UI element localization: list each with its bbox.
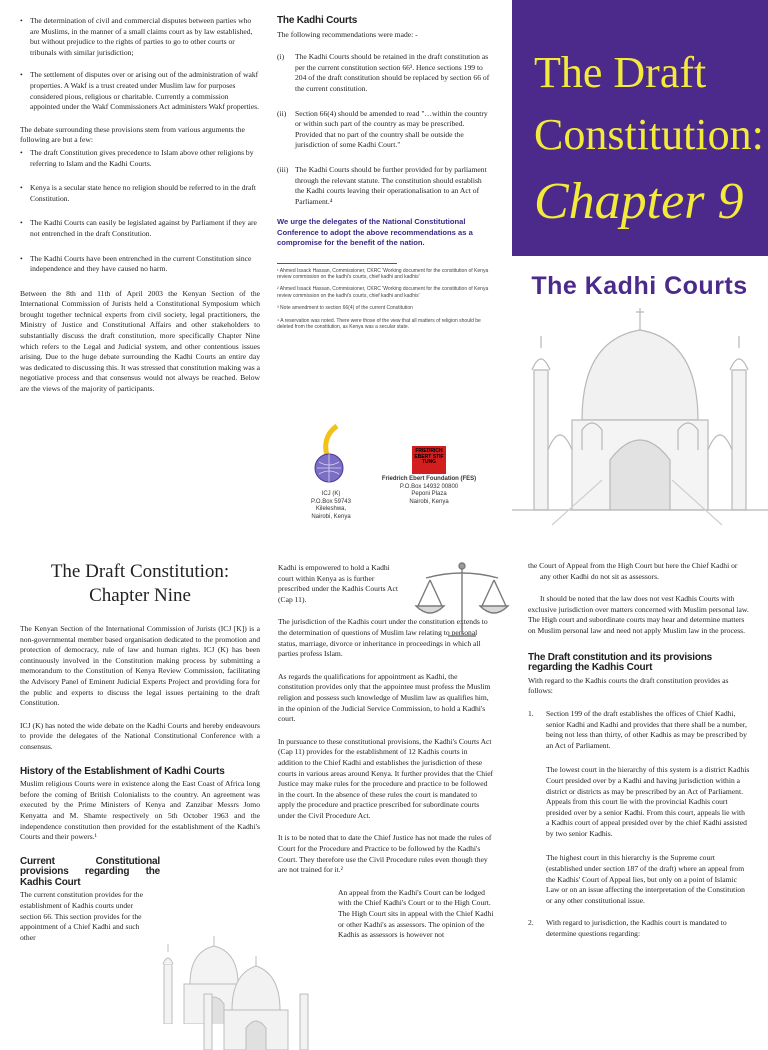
list-text: The lowest court in the hierarchy of this system is a district Kadhis Court presided over by a Kadhi and having jurisdiction within a district or districts as may be prescribed by an Act of Parliament. Appeals from this court lie with the provincial Kadhis court presided over by a senior Kadhi. From this court, appeals lie with a Kadhis court of appeal presided over by the chief Kadhi assisted by two senior Kadhis. [546,765,750,838]
footnote-divider [277,263,397,264]
list-number: 2. [528,918,534,928]
fes-logo-block [378,446,480,506]
top-middle-column [277,16,492,330]
list-number: (i) [277,52,285,62]
cover-title-line3: Chapter 9 [534,173,744,230]
scales-of-justice-icon [412,560,512,644]
list-item [528,709,750,907]
list-number: 1. [528,708,534,718]
list-text: Section 199 of the draft establishes the offices of Chief Kadhi, senior Kadhi and Kadhi and provides that there shall be a number, being not less than thirty, of other Kadhis as may be prescribed by an Act of Parliament. [546,708,747,750]
draft-provisions-heading: The Draft constitution and its provisions regarding the Kadhis Court [528,651,713,674]
list-item: • Kenya is a secular state hence no religion should be referred to in the draft Constitution. [30,183,260,204]
symposium-paragraph: Between the 8th and 11th of April 2003 the Kenyan Section of the International Commission of Jurists held a Constitutional Symposium which brought together technical experts from civil society, legal practitioners, the Ministry of Justice and Constitutional Affairs and other stakeholders to substantially discuss the draft constitution, more specifically Chapter Nine which refers to the Legal and Judicial system, and other contentious issues arising. Due to the huge debate surrounding the Kadhi Courts an entire day was dedicated to discussing this. It was stressed that constitution making was a negotiative process and that consensus would not always be reached. Below are the views of the majority of participants. [20,288,260,394]
qualifications-paragraph: As regards the qualifications for appointment as Kadhi, the constitution provides only that the appointee must profess the Muslim religion and possess such knowledge of Muslim law as qualifies him, in the opinion of the Judicial Service Commission, to hold a Kadhi's court. [278,671,491,724]
recommendations-list [277,52,492,207]
mosque-illustration [512,300,768,530]
fes-logo-icon: FRIEDRICH EBERT STIFTUNG [412,446,446,474]
arguments-list [20,148,260,275]
list-item: • The Kadhi Courts can easily be legislated against by Parliament if they are not entrenched in the draft Constitution. [30,218,260,239]
history-paragraph: Muslim religious Courts were in existence along the East Coast of Africa long before the coming of British Colonialists to the country. An agreement was executed by the Prime Ministers of Kenya and Zanzibar Messrs Jomo Kenyatta and M. Shamte respectively on 5th October 1963 and the independence constitution then provided for the establishment of the Kadhi's Courts and their powers.¹ [20,779,260,842]
cover-title-line2: Constitution: [534,110,764,159]
list-item [277,52,492,94]
fes-box: P.O.Box 14932 00800 [399,483,459,490]
list-number: (iii) [277,164,289,174]
fes-area: Peponi Plaza [411,491,447,498]
cover-title-line1: The Draft [534,48,707,97]
footnote: ¹ Ahmed Issack Hassan, Commissioner, CKRC 'Working document for the constitution of Kenya review commission on the kadhi's courts, chief kadhi and kadhis' [277,267,489,280]
list-text: The Kadhi Courts should be retained in the draft constitution as per the current constitution section 66³. Hence sections 199 to 204 of the draft constitution should be replaced by section 66 of the current constitution. [295,52,490,93]
mosque-illustration-bottom [196,950,316,1050]
list-item: • The draft Constitution gives precedence to Islam above other religions by referring to Islam and the Kadhi Courts. [30,148,260,169]
debate-intro: The debate surrounding these provisions stem from various arguments the following are but a few: [20,124,245,145]
icj-logo-icon [307,424,355,486]
bottom-left-column [20,560,260,953]
bottom-right-column [528,561,750,952]
kadhi-empowered-paragraph: Kadhi is empowered to hold a Kadhi court within Kenya as is further prescribed under the Kadhis Courts Act (Cap 11). [278,563,398,604]
icj-area: Kileleshwa, [315,506,347,513]
list-text: Section 66(4) should be amended to read "…within the country or within such part of the country as may be prescribed. Provided that no part of the country shall be outside the jurisdiction of some Kadhi Court." [295,108,488,150]
jurisdiction-paragraph: The jurisdiction of the Kadhis court under the constitution extends to the determination of questions of Muslim law relating to personal status, marriage, divorce or inheritance in proceedings in which all parties profess Islam. [278,617,488,659]
exclusive-jurisdiction-paragraph: It should be noted that the law does not vest Kadhis Courts with exclusive jurisdiction over matters concerned with Muslim personal law. The High court and subordinate courts may hear and determine matters on Muslim personal law and need not apply Muslim law in the process. [528,594,749,635]
footnote: ⁴ A reservation was noted. There were those of the view that all matters of religion should be deleted from the constitution, as Kenya was a secular state. [277,317,481,330]
list-number: (ii) [277,108,287,118]
section-title [20,560,260,608]
list-text: The Kadhi Courts should be further provided for by parliament through the relevant statute. The constitution should establish the Kadhi courts leaving their operationalisation to an Act of Parliament.⁴ [295,164,487,206]
draft-provisions-intro: With regard to the Kadhis courts the draft constitution provides as follows: [528,675,729,696]
current-provisions-paragraph: The current constitution provides for the establishment of Kadhis courts under section 66. This section provides for the appointment of a Chief Kadhi and such other [20,890,143,942]
jurisdiction-bullets [20,16,260,113]
history-heading: History of the Establishment of Kadhi Courts [20,765,225,777]
list-item [277,165,492,207]
cover-subtitle: The Kadhi Courts [531,272,748,300]
appeal-paragraph: An appeal from the Kadhi's Court can be lodged with the Chief Kadhi's Court or to the High Court. The High Court sits in appeal with the Chief Kadhi or other Kadhi's as assessors. The opinion of the Kadhis as assessors is however not [338,887,494,940]
section-title-line1: The Draft Constitution: [50,561,230,582]
top-left-column [20,16,260,405]
footnote: ² Ahmed Issack Hassan, Commissioner, CKRC 'Working document for the constitution of Kenya review commission on the kadhi's courts, chief kadhi and kadhis' [277,286,489,299]
kadhi-courts-heading: The Kadhi Courts [277,15,358,26]
icj-intro-paragraph: The Kenyan Section of the International Commission of Jurists (ICJ [K]) is a non-governmental member based organisation dedicated to the promotion and protection of democracy, rule of law and human rights. ICJ (K) has been continuously involved in the Constitution making process by submitting a memorandum to the Constitution of Kenya Review Commission, facilitating the Advisory Panel of Eminent Judicial Experts Project and providing fora for the public and experts to discuss the legal issues pertaining to the draft Constitution. [20,624,260,708]
list-item: • The Kadhi Courts have been entrenched in the current Constitution since independence and they have caused no harm. [30,254,260,275]
icj-box: P.O.Box 59743 [311,498,351,505]
recommendations-intro: The following recommendations were made: - [277,29,418,39]
current-provisions-heading: Current Constitutional provisions regarding the Kadhis Court [20,855,160,888]
rules-paragraph: It is to be noted that to date the Chief Justice has not made the rules of Court for the Procedure and Practice to be followed by the Kadhi's Court. They therefore use the Civil Procedure rules even though they are not trained for it.² [278,833,492,875]
list-text: The highest court in this hierarchy is the Supreme court (established under section 187 of the draft) where an appeal from the Kadhis' Court of Appeal lies, but only on a point of Islamic Law or on an issue affecting the interpretation of the Constitution or any other constitutional issue. [546,853,745,905]
fes-name: Friedrich Ebert Foundation (FES) [381,476,477,482]
footnote: ³ Note amendment to section 66(4) of the current Constitution [277,305,413,312]
list-text: With regard to jurisdiction, the Kadhis court is mandated to determine questions regarding: [546,918,727,939]
cover-title-panel [512,0,768,256]
draft-provisions-list [528,709,750,940]
fes-city: Nairobi, Kenya [409,498,449,505]
appeal-continued-paragraph: the Court of Appeal from the High Court but here the Chief Kadhi or any other Kadhi do not sit as assessors. [528,561,738,581]
list-item: • The determination of civil and commercial disputes between parties who are Muslims, in the manner of a small claims court as by law established, but without prejudice to the rights of parties to go to other courts or tribunals with similar jurisdiction; [30,16,260,58]
list-item [528,918,750,939]
kadhi-act-paragraph: In pursuance to these constitutional provisions, the Kadhi's Courts Act (Cap 11) provides for the establishment of 12 Kadhis courts in addition to the Chief Kadhi and establishes the jurisdiction of these courts in various areas around Kenya. It further provides that the Chief Justice may make rules for the procedure and practice to be followed in the court. In the absence of these rules the court is mandated to apply the procedure and practice prescribed for subordinate courts under the Civil Procedure Act. [278,736,494,820]
icj-logo-block [296,424,366,521]
icj-name: ICJ (K) [321,491,341,497]
urge-statement: We urge the delegates of the National Constitutional Conference to adopt the above recommendations as a compromise for the benefit of the nation. [277,217,473,248]
section-title-line2: Chapter Nine [89,585,191,606]
icj-city: Nairobi, Kenya [311,513,351,520]
list-item: • The settlement of disputes over or arising out of the administration of wakf properties. A Wakf is a trust created under Muslim law for purposes considered pious, religious or charitable. Currently a commission appointed under the Wakf Commissioners Act administers Wakf properties. [30,70,260,112]
icj-consensus-paragraph: ICJ (K) has noted the wide debate on the Kadhi Courts and hereby endeavours to provide the delegates of the National Constitutional Conference with a consensus. [20,720,260,751]
list-item [277,109,492,151]
